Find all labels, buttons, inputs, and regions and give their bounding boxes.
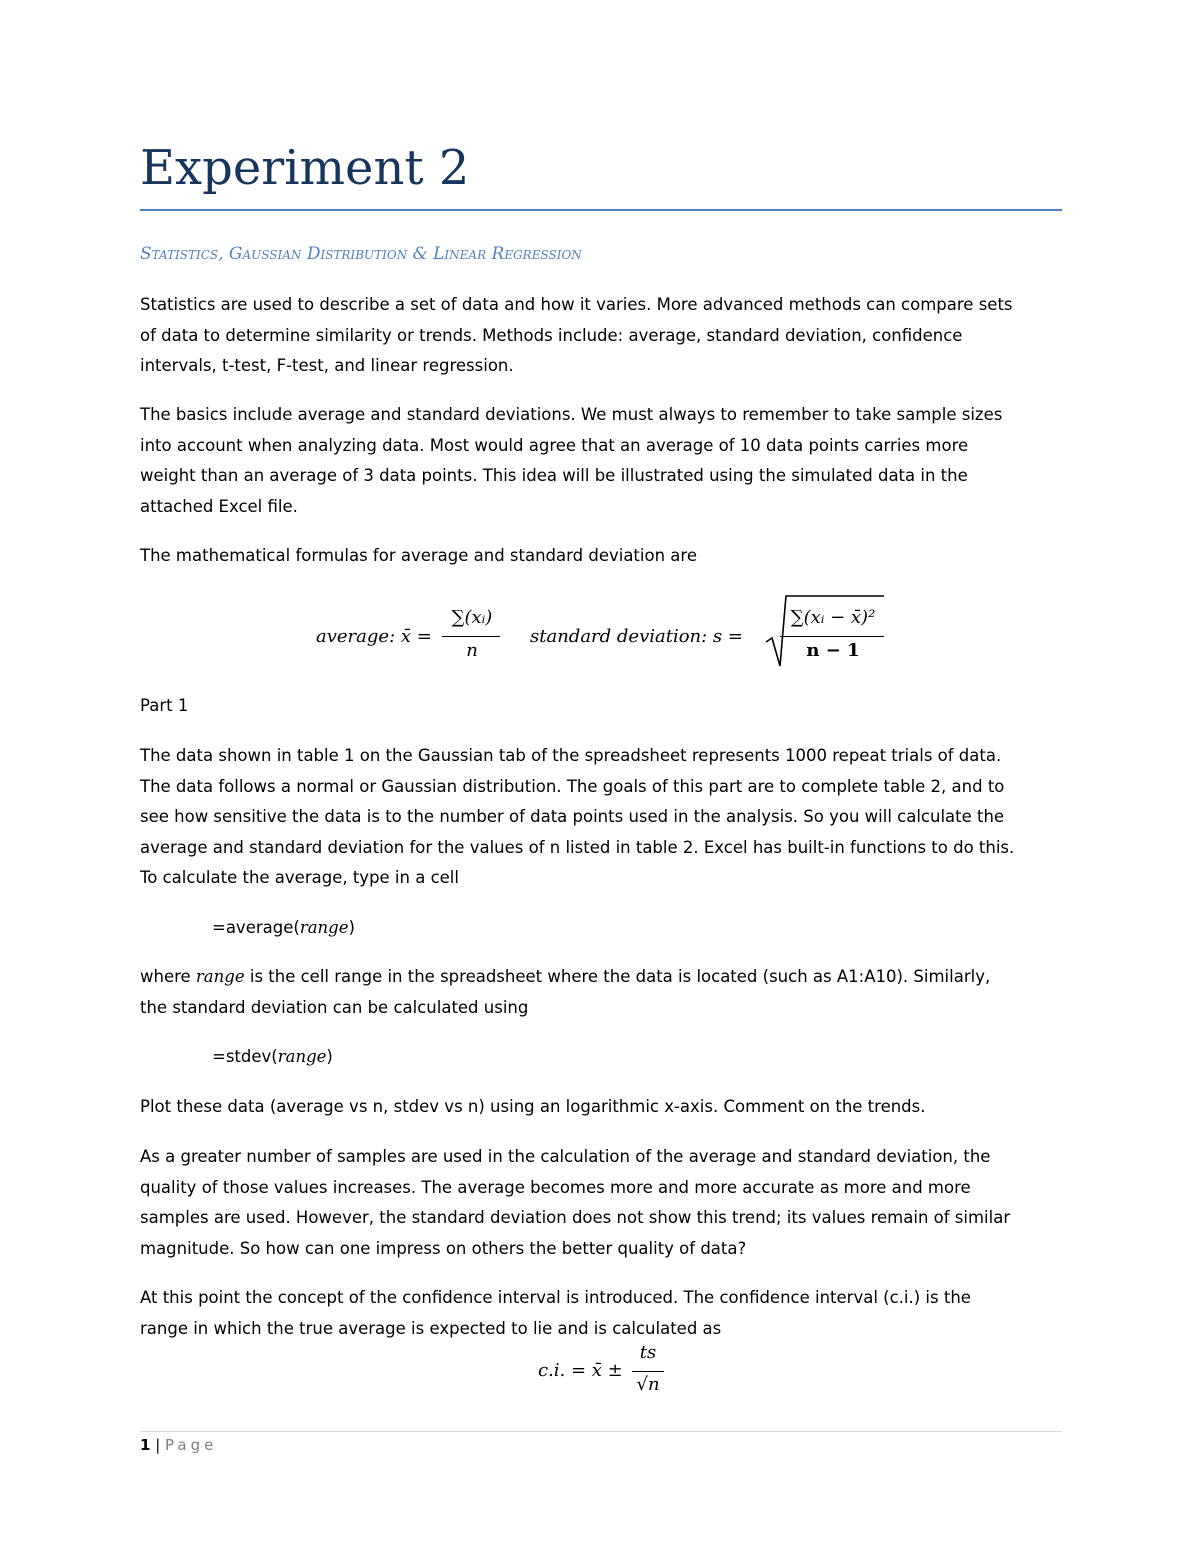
text-line: Part 1 xyxy=(140,696,189,715)
title-underline xyxy=(140,209,1062,211)
code-prefix: =average( xyxy=(212,918,300,937)
text-line: attached Excel file. xyxy=(140,496,298,516)
text-line: At this point the concept of the confidence interval is introduced. The confidence interval (c.i.) is the xyxy=(140,1288,971,1307)
code-argument: range xyxy=(299,918,349,937)
fraction-bar xyxy=(780,636,884,637)
code-prefix: =stdev( xyxy=(212,1047,278,1066)
text-line: samples are used. However, the standard deviation does not show this trend; its values remain of similar xyxy=(140,1208,1011,1227)
formula-average-label: average: x̄ = xyxy=(316,626,432,647)
text-span: is the cell range in the spreadsheet where the data is located (such as A1:A10). Similarly, xyxy=(244,967,991,986)
document-title: Experiment 2 xyxy=(140,140,470,196)
formula-average-denominator: n xyxy=(466,640,478,661)
text-line: The basics include average and standard deviations. We must always to remember to take sample sizes xyxy=(140,405,1003,424)
code-average xyxy=(212,918,355,937)
text-line: Statistics are used to describe a set of data and how it varies. More advanced methods can compare sets xyxy=(140,295,1013,314)
text-line: magnitude. So how can one impress on others the better quality of data? xyxy=(140,1238,747,1258)
paragraph-part1 xyxy=(140,741,1070,894)
footer-rule xyxy=(140,1431,1062,1432)
text-line: As a greater number of samples are used in the calculation of the average and standard deviation, the xyxy=(140,1147,991,1166)
formula-ci-numerator: ts xyxy=(639,1342,657,1363)
paragraph-intro xyxy=(140,290,1070,382)
text-line: The mathematical formulas for average and standard deviation are xyxy=(140,546,697,565)
text-line xyxy=(140,962,1070,993)
fraction-bar xyxy=(442,636,500,637)
paragraph-samples xyxy=(140,1142,1070,1264)
section-subtitle: Statistics, Gaussian Distribution & Linear Regression xyxy=(140,244,582,264)
code-argument: range xyxy=(277,1047,327,1066)
formula-stdev-label: standard deviation: s = xyxy=(530,626,743,647)
text-line: average and standard deviation for the values of n listed in table 2. Excel has built-in functions to do this. xyxy=(140,837,1015,857)
fraction-bar xyxy=(632,1371,664,1372)
formula-stdev-denominator: n − 1 xyxy=(806,640,860,661)
page-footer xyxy=(140,1436,217,1454)
text-line: of data to determine similarity or trends. Methods include: average, standard deviation, confidence xyxy=(140,325,963,345)
text-line: the standard deviation can be calculated using xyxy=(140,997,529,1017)
formula-ci-denominator: √n xyxy=(636,1374,660,1395)
text-line: quality of those values increases. The average becomes more and more accurate as more and more xyxy=(140,1177,971,1197)
paragraph-confidence xyxy=(140,1283,1070,1344)
text-line: see how sensitive the data is to the number of data points used in the analysis. So you will calculate the xyxy=(140,807,1005,826)
code-suffix: ) xyxy=(348,918,355,937)
formula-ci-label: c.i. = x̄ ± xyxy=(538,1360,623,1381)
part-label xyxy=(140,691,1070,722)
code-suffix: ) xyxy=(326,1047,333,1066)
text-line: The data shown in table 1 on the Gaussian tab of the spreadsheet represents 1000 repeat trials of data. xyxy=(140,746,1002,765)
text-line: To calculate the average, type in a cell xyxy=(140,868,459,887)
text-span-italic: range xyxy=(195,967,245,986)
text-span: where xyxy=(140,967,196,986)
text-line: intervals, t-test, F-test, and linear regression. xyxy=(140,356,514,375)
paragraph-plot xyxy=(140,1092,1070,1123)
formula-average-numerator: ∑(xᵢ) xyxy=(451,607,493,628)
paragraph-formulas-intro xyxy=(140,541,1070,572)
text-line: The data follows a normal or Gaussian distribution. The goals of this part are to complete table 2, and to xyxy=(140,776,1005,796)
paragraph-basics xyxy=(140,400,1070,522)
footer-separator: | xyxy=(150,1436,166,1454)
page-word: Page xyxy=(165,1436,218,1454)
text-line: range in which the true average is expected to lie and is calculated as xyxy=(140,1318,722,1338)
code-stdev xyxy=(212,1047,333,1066)
text-line: Plot these data (average vs n, stdev vs n) using an logarithmic x-axis. Comment on the trends. xyxy=(140,1097,926,1116)
text-line: into account when analyzing data. Most would agree that an average of 10 data points carries more xyxy=(140,435,969,455)
page-number: 1 xyxy=(140,1436,151,1454)
paragraph-range xyxy=(140,962,1070,1023)
formula-stdev-numerator: ∑(xᵢ − x̄)² xyxy=(790,607,876,628)
text-line: weight than an average of 3 data points. This idea will be illustrated using the simulated data in the xyxy=(140,466,968,485)
